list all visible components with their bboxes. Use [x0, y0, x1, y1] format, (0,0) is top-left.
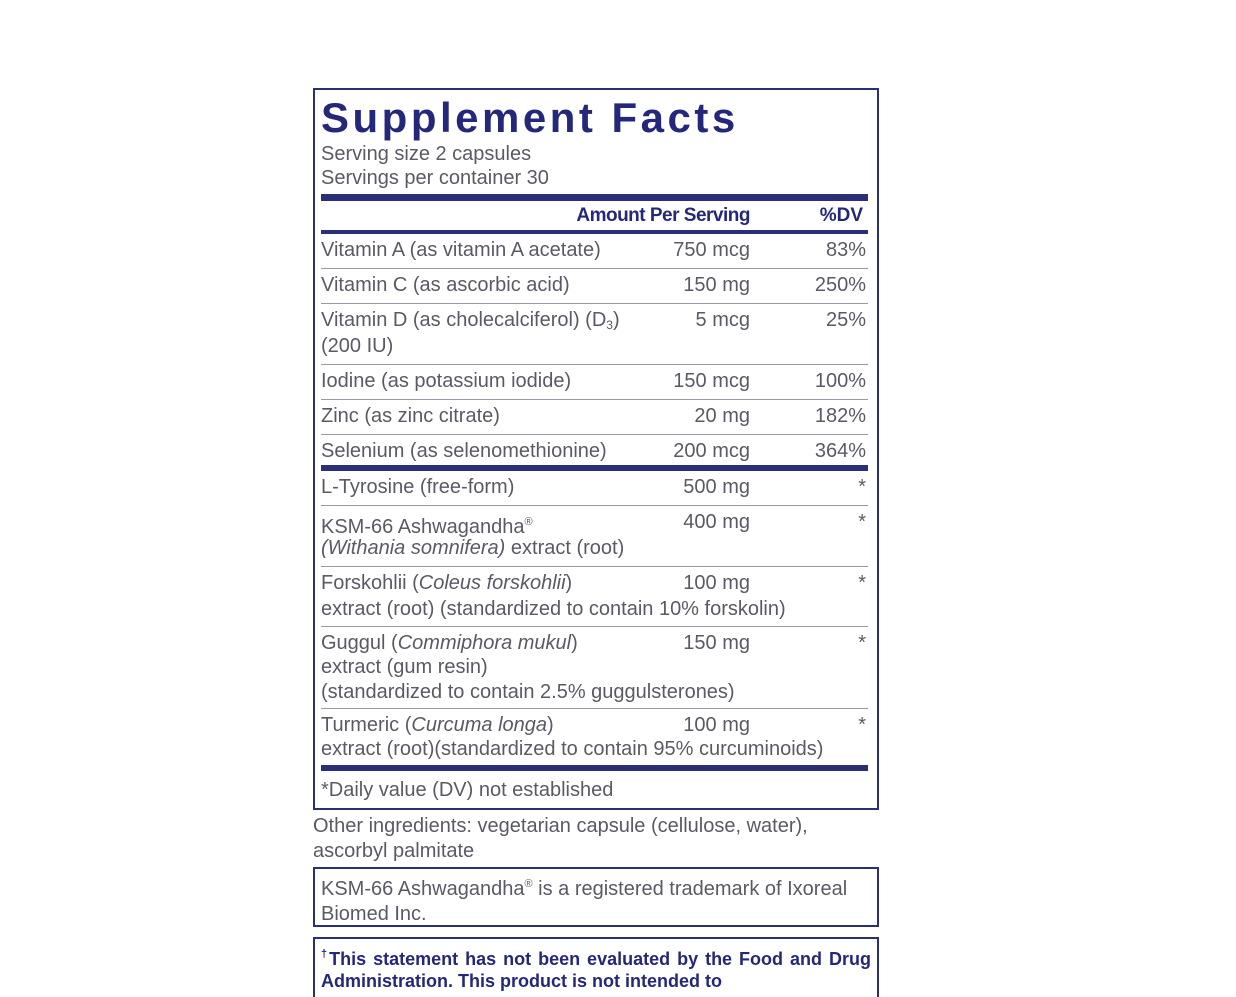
ingredient-name: Guggul (Commiphora mukul) [321, 632, 578, 654]
ingredient-detail: (200 IU) [321, 335, 394, 357]
ingredient-amount: 200 mcg [673, 440, 750, 462]
ingredient-amount: 150 mcg [673, 370, 750, 392]
ingredient-amount: 500 mg [683, 476, 750, 498]
table-row [321, 269, 868, 304]
ingredient-dv: 364% [814, 440, 866, 462]
ingredient-name: Turmeric (Curcuma longa) [321, 714, 554, 736]
ingredient-detail: extract (root) (standardized to contain 10% forskolin) [321, 598, 786, 620]
ingredient-name: Vitamin A (as vitamin A acetate) [321, 239, 601, 261]
ingredient-name: Forskohlii (Coleus forskohlii) [321, 572, 573, 594]
ingredient-detail: (Withania somnifera) extract (root) [321, 537, 625, 559]
header-amount: Amount Per Serving [576, 205, 750, 226]
table-row [321, 304, 868, 365]
other-ingredients: Other ingredients: vegetarian capsule (cellulose, water), ascorbyl palmitate [313, 815, 808, 862]
ingredient-name: Selenium (as selenomethionine) [321, 440, 607, 462]
table-row [321, 709, 868, 771]
ingredient-name: L-Tyrosine (free-form) [321, 476, 515, 498]
table-row [321, 627, 868, 709]
ingredient-detail: extract (root)(standardized to contain 95% curcuminoids) [321, 738, 824, 760]
divider-bar [321, 194, 868, 201]
serving-size: Serving size 2 capsules [321, 143, 532, 165]
ingredient-amount: 5 mcg [695, 309, 750, 331]
ingredient-amount: 150 mg [683, 632, 750, 654]
ingredient-dv: * [858, 476, 866, 498]
table-row [321, 365, 868, 400]
ingredient-dv: 83% [825, 239, 866, 261]
ingredient-amount: 750 mcg [673, 239, 750, 261]
ingredient-dv: * [858, 511, 866, 533]
ingredient-dv: 25% [825, 309, 866, 331]
ingredient-name: Zinc (as zinc citrate) [321, 405, 500, 427]
ingredient-dv: 182% [814, 405, 866, 427]
fda-statement: †This statement has not been evaluated by the Food and Drug Administration. This product is not intended to [313, 937, 879, 997]
table-row [321, 567, 868, 627]
ingredient-detail: extract (gum resin) [321, 656, 488, 678]
table-row [321, 471, 868, 506]
ingredient-dv: 250% [814, 274, 866, 296]
table-header [321, 201, 868, 234]
ingredient-name: Vitamin C (as ascorbic acid) [321, 274, 570, 296]
supplement-facts-panel [313, 88, 879, 810]
ingredient-amount: 100 mg [683, 714, 750, 736]
trademark-notice: KSM-66 Ashwagandha® is a registered trademark of Ixoreal Biomed Inc. [313, 867, 879, 927]
panel-title: Supplement Facts [321, 94, 739, 141]
dv-footnote: *Daily value (DV) not established [321, 779, 614, 801]
ingredient-amount: 20 mg [694, 405, 750, 427]
ingredient-name: Iodine (as potassium iodide) [321, 370, 572, 392]
ingredient-dv: * [858, 572, 866, 594]
table-row [321, 400, 868, 435]
servings-per-container: Servings per container 30 [321, 167, 549, 189]
table-row [321, 435, 868, 471]
table-row [321, 234, 868, 269]
ingredient-dv: * [858, 632, 866, 654]
ingredient-detail: (standardized to contain 2.5% guggulsterones) [321, 681, 735, 703]
ingredient-name: KSM-66 Ashwagandha® [321, 516, 533, 538]
ingredient-dv: * [858, 714, 866, 736]
ingredient-name: Vitamin D (as cholecalciferol) $(D_3)$ [321, 309, 620, 332]
table-row [321, 506, 868, 567]
ingredient-amount: 100 mg [683, 572, 750, 594]
ingredient-amount: 150 mg [683, 274, 750, 296]
ingredient-amount: 400 mg [683, 511, 750, 533]
header-dv: %DV [819, 205, 863, 226]
ingredient-dv: 100% [814, 370, 866, 392]
